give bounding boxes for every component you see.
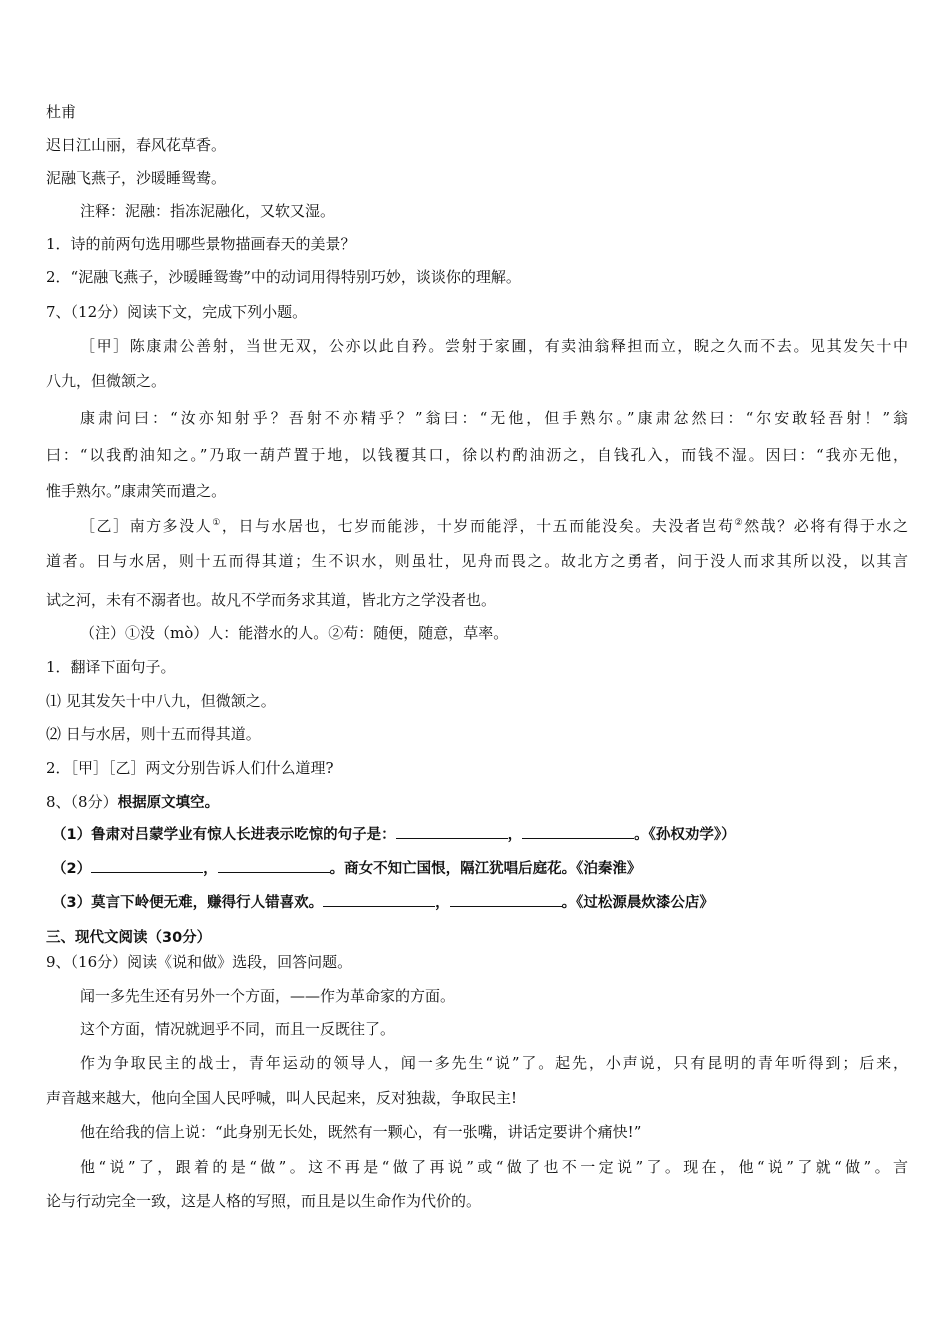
- q6-subquestion-2: 2．“泥融飞燕子，沙暖睡鸳鸯”中的动词用得特别巧妙，谈谈你的理解。: [46, 268, 521, 286]
- q7-subquestion-2: 2．［甲］［乙］两文分别告诉人们什么道理?: [46, 759, 334, 777]
- q7-yi-paragraph-line-2: 道者。日与水居，则十五而得其道；生不识水，则虽壮，见舟而畏之。故北方之勇者，问于没人而求其所以没，以其言: [46, 552, 908, 570]
- q8-item-3-source: 。《过松源晨炊漆公店》: [561, 895, 714, 911]
- q7-yi-paragraph-line-1: [80, 515, 908, 537]
- q8-item-1-separator: ，: [507, 827, 523, 843]
- q9-paragraph-2: 这个方面，情况就迥乎不同，而且一反既往了。: [80, 1020, 396, 1038]
- q7-jia-paragraph-1-line-1: ［甲］陈康肃公善射，当世无双，公亦以此自矜。尝射于家圃，有卖油翁释担而立，睨之久而不去。见其发矢十中: [80, 337, 908, 355]
- q8-item-2-source: 。商女不知亡国恨，隔江犹唱后庭花。《泊秦淮》: [329, 861, 642, 877]
- q7-yi-text-1: ［乙］南方多没人: [80, 517, 213, 535]
- q8-item-2: [52, 858, 914, 880]
- poem-note: 注释：泥融：指冻泥融化，又软又湿。: [80, 202, 336, 220]
- answer-blank[interactable]: [323, 892, 435, 907]
- answer-blank[interactable]: [91, 858, 203, 873]
- q8-item-1-prompt: （1）鲁肃对吕蒙学业有惊人长进表示吃惊的句子是：: [52, 827, 396, 843]
- footnote-marker-2: ②: [734, 518, 745, 528]
- q8-item-1: [52, 824, 914, 846]
- q7-jia-paragraph-2-line-1: 康肃问曰：“汝亦知射乎？吾射不亦精乎？”翁曰：“无他，但手熟尔。”康肃忿然曰：“尔安敢轻吾射！”翁: [80, 409, 908, 427]
- q7-note: （注）①没（mò）人：能潜水的人。②苟：随便，随意，草率。: [80, 624, 509, 642]
- answer-blank[interactable]: [218, 858, 330, 873]
- q7-jia-paragraph-2-line-2: 曰：“以我酌油知之。”乃取一葫芦置于地，以钱覆其口，徐以杓酌油沥之，自钱孔入，而钱不湿。因曰：“我亦无他，: [46, 446, 908, 464]
- q9-header: 9、（16分）阅读《说和做》选段，回答问题。: [46, 953, 353, 971]
- section-3-title: 三、现代文阅读（30分）: [46, 930, 212, 946]
- q7-jia-paragraph-2-line-3: 惟手熟尔。”康肃笑而遣之。: [46, 482, 227, 500]
- q8-header-text: 根据原文填空。: [117, 795, 220, 811]
- q8-item-3: [52, 892, 914, 914]
- q8-item-2-prompt: （2）: [52, 861, 92, 877]
- q7-subquestion-1b: ⑵ 日与水居，则十五而得其道。: [46, 725, 261, 743]
- poem-line-2: 泥融飞燕子，沙暖睡鸳鸯。: [46, 169, 227, 187]
- q8-item-1-source: 。《孙权劝学》）: [634, 827, 736, 843]
- q7-subquestion-1: 1．翻译下面句子。: [46, 658, 176, 676]
- answer-blank[interactable]: [450, 892, 562, 907]
- q7-yi-text-2: ，日与水居也，七岁而能涉，十岁而能浮，十五而能没矣。夫没者岂苟: [221, 517, 735, 535]
- q7-yi-paragraph-line-3: 试之河，未有不溺者也。故凡不学而务求其道，皆北方之学没者也。: [46, 591, 497, 609]
- q6-subquestion-1: 1．诗的前两句选用哪些景物描画春天的美景？: [46, 235, 356, 253]
- q8-header-number: 8、（8分）: [46, 793, 118, 811]
- q9-paragraph-5-line-2: 论与行动完全一致，这是人格的写照，而且是以生命作为代价的。: [46, 1192, 482, 1210]
- footnote-marker-1: ①: [212, 518, 222, 528]
- q8-item-3-prompt: （3）莫言下岭便无难，赚得行人错喜欢。: [52, 895, 324, 911]
- answer-blank[interactable]: [522, 824, 634, 839]
- poem-line-1: 迟日江山丽，春风花草香。: [46, 136, 227, 154]
- q9-paragraph-3-line-1: 作为争取民主的战士，青年运动的领导人，闻一多先生“说”了。起先，小声说，只有昆明的青年听得到；后来，: [80, 1054, 908, 1072]
- q8-item-3-separator: ，: [435, 895, 450, 911]
- q7-header: 7、（12分）阅读下文，完成下列小题。: [46, 303, 308, 321]
- q7-yi-text-3: 然哉？必将有得于水之: [744, 517, 908, 535]
- q7-jia-paragraph-1-line-2: 八九，但微颔之。: [46, 372, 167, 390]
- q8-header: [46, 791, 908, 814]
- q9-paragraph-3-line-2: 声音越来越大，他向全国人民呼喊，叫人民起来，反对独裁，争取民主!: [46, 1089, 518, 1107]
- q8-item-2-separator: ，: [203, 861, 218, 877]
- poem-author: 杜甫: [46, 103, 77, 121]
- q9-paragraph-5-line-1: 他“说”了，跟着的是“做”。这不再是“做了再说”或“做了也不一定说”了。现在，他“说”了就“做”。言: [80, 1158, 908, 1176]
- q9-paragraph-4: 他在给我的信上说：“此身别无长处，既然有一颗心，有一张嘴，讲话定要讲个痛快!”: [80, 1123, 642, 1141]
- answer-blank[interactable]: [396, 824, 508, 839]
- q9-paragraph-1: 闻一多先生还有另外一个方面，——作为革命家的方面。: [80, 987, 456, 1005]
- q7-subquestion-1a: ⑴ 见其发矢十中八九，但微颔之。: [46, 692, 276, 710]
